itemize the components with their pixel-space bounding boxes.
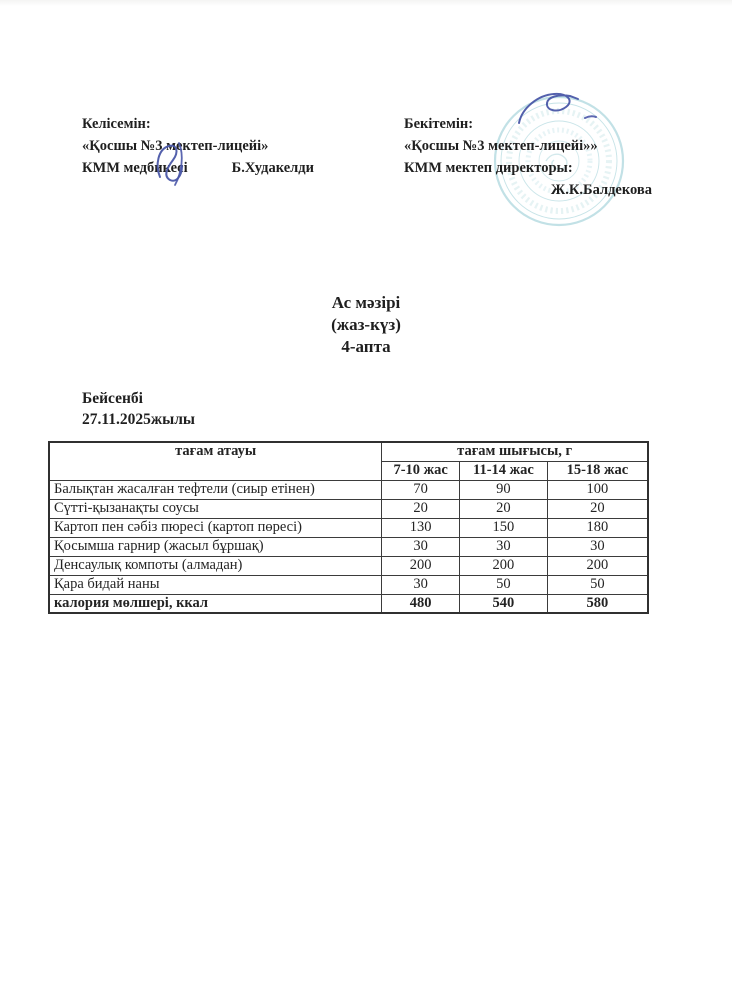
school-name-right: «Қосшы №3 мектеп-лицейі»»: [404, 138, 598, 154]
dish-name: Сүтті-қызанақты соусы: [49, 499, 382, 518]
dish-name: Денсаулық компоты (алмадан): [49, 556, 382, 575]
director-name: Ж.К.Балдекова: [550, 182, 652, 198]
director-signature-icon: [514, 90, 600, 132]
col-header-output: тағам шығысы, г: [382, 442, 648, 461]
portion-7-10: 130: [382, 518, 460, 537]
portion-15-18: 100: [547, 480, 648, 499]
portion-11-14: 20: [460, 499, 548, 518]
portion-11-14: 30: [460, 537, 548, 556]
schedule-block: [82, 388, 195, 430]
col-header-age-15-18: 15-18 жас: [547, 461, 648, 480]
approve-heading: Бекітемін:: [404, 116, 474, 132]
col-header-dish: тағам атауы: [49, 442, 382, 480]
calories-15-18: 580: [547, 594, 648, 613]
table-row: [49, 575, 648, 594]
table-row: [49, 556, 648, 575]
col-header-age-7-10: 7-10 жас: [382, 461, 460, 480]
portion-15-18: 200: [547, 556, 648, 575]
table-row: [49, 480, 648, 499]
menu-title: [0, 292, 732, 358]
portion-15-18: 30: [547, 537, 648, 556]
menu-title-line1: Ас мәзірі: [331, 293, 401, 312]
table-row: [49, 537, 648, 556]
nurse-signature-icon: [148, 139, 198, 189]
portion-7-10: 70: [382, 480, 460, 499]
menu-table: [48, 441, 649, 614]
dish-name: Қара бидай наны: [49, 575, 382, 594]
calories-label: калория мөлшері, ккал: [49, 594, 382, 613]
menu-title-line2: (жаз-күз): [331, 315, 401, 334]
calories-7-10: 480: [382, 594, 460, 613]
calories-11-14: 540: [460, 594, 548, 613]
dish-name: Қосымша гарнир (жасыл бұршақ): [49, 537, 382, 556]
dish-name: Балықтан жасалған тефтели (сиыр етінен): [49, 480, 382, 499]
col-header-age-11-14: 11-14 жас: [460, 461, 548, 480]
calories-total-row: [49, 594, 648, 613]
portion-7-10: 200: [382, 556, 460, 575]
weekday-label: Бейсенбі: [82, 390, 143, 407]
portion-15-18: 50: [547, 575, 648, 594]
dish-name: Картоп пен сәбіз пюресі (картоп пөресі): [49, 518, 382, 537]
portion-11-14: 90: [460, 480, 548, 499]
date-label: 27.11.2025жылы: [82, 411, 196, 428]
table-row: [49, 518, 648, 537]
school-name-left: «Қосшы №3 мектеп-лицейі»: [82, 138, 269, 154]
portion-11-14: 200: [460, 556, 548, 575]
portion-15-18: 180: [547, 518, 648, 537]
portion-11-14: 150: [460, 518, 548, 537]
agree-heading: Келісемін:: [82, 116, 151, 132]
director-role: КММ мектеп директоры:: [404, 160, 573, 176]
portion-7-10: 30: [382, 575, 460, 594]
menu-title-line3: 4-апта: [341, 337, 391, 356]
table-header-row-1: [49, 442, 648, 461]
table-row: [49, 499, 648, 518]
nurse-name: Б.Худакелди: [231, 160, 314, 176]
portion-15-18: 20: [547, 499, 648, 518]
portion-11-14: 50: [460, 575, 548, 594]
portion-7-10: 20: [382, 499, 460, 518]
nurse-role: КММ медбикесі: [82, 160, 188, 176]
portion-7-10: 30: [382, 537, 460, 556]
